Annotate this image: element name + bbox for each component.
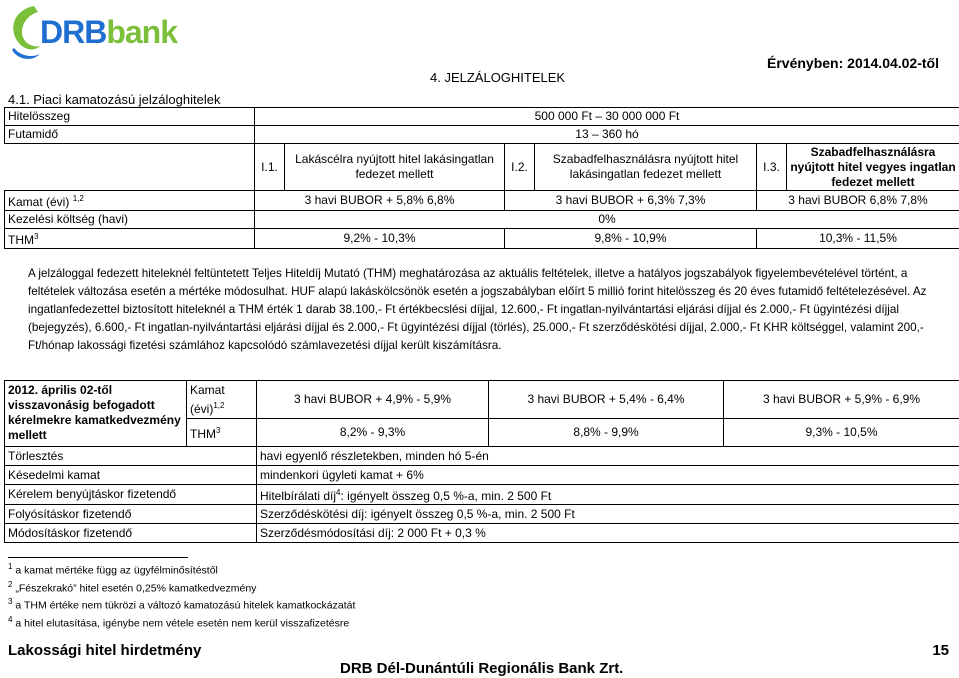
rate-row — [5, 191, 959, 211]
amount-value: 500 000 Ft – 30 000 000 Ft — [255, 108, 959, 126]
rate-sup: 1,2 — [72, 194, 84, 203]
rates-table — [4, 107, 959, 249]
term-label: Futamidő — [5, 126, 255, 144]
rate-p2: 3 havi BUBOR + 6,3% 7,3% — [505, 191, 757, 211]
product2-name: Szabadfelhasználásra nyújtott hitel lakásingatlan fedezet mellett — [535, 144, 757, 191]
rate-label: Kamat (évi) — [8, 195, 70, 209]
discount-thm-p3: 9,3% - 10,5% — [724, 419, 959, 447]
footnote — [8, 613, 355, 631]
condition-label: Törlesztés — [5, 447, 257, 466]
footnote-text: a hitel elutasítása, igénybe nem vétele esetén nem kerül visszafizetésre — [15, 617, 350, 629]
condition-value: havi egyenlő részletekben, minden hó 5-én — [257, 447, 959, 466]
logo-drb-text: DRB — [40, 14, 107, 50]
fee-value: 0% — [255, 211, 959, 229]
valid-from: Érvényben: 2014.04.02-től — [767, 55, 939, 71]
thm-row — [5, 229, 959, 249]
thm-p3: 10,3% - 11,5% — [757, 229, 959, 249]
condition-value: Szerződéskötési díj: igényelt összeg 0,5 %-a, min. 2 500 Ft — [257, 505, 959, 524]
condition-row — [5, 505, 959, 524]
condition-label: Módosításkor fizetendő — [5, 524, 257, 543]
product1-name: Lakáscélra nyújtott hitel lakásingatlan fedezet mellett — [285, 144, 505, 191]
footnote — [8, 578, 355, 596]
chapter-title: 4. JELZÁLOGHITELEK — [430, 70, 566, 85]
term-value: 13 – 360 hó — [255, 126, 959, 144]
products-row — [5, 144, 959, 191]
footnote-number: 2 — [8, 579, 13, 589]
product3-name: Szabadfelhasználásra nyújtott hitel vegyes ingatlan fedezet mellett — [787, 144, 959, 191]
fee-label: Kezelési költség (havi) — [5, 211, 255, 229]
page-number: 15 — [932, 642, 949, 659]
footnote-text: a kamat mértéke függ az ügyfélminősítéstől — [15, 564, 218, 577]
section-title: 4.1. Piaci kamatozású jelzáloghitelek — [8, 92, 221, 107]
condition-row — [5, 447, 959, 466]
fee-row — [5, 211, 959, 229]
discount-thm-p2: 8,8% - 9,9% — [489, 419, 724, 447]
discount-table — [4, 380, 959, 543]
discount-thm-label: THM — [190, 427, 216, 441]
thm-explanation: A jelzáloggal fedezett hiteleknél feltüntetett Teljes Hiteldíj Mutató (THM) meghatározása az aktuális feltételek, illetve a hatályos jogszabályok figyelembevételével történt, a feltételek változása esetén a mértéke módosulhat. HUF alapú lakáskölcsönök esetén a jogszabályban előírt 5 millió forint hitelösszeg és 20 éves futamidő feltételezésével. Az ingatlanfedezettel biztosított hiteleknél a THM érték 1 darab 38.100,- Ft értékbecslési díjjal, 12.600,- Ft ingatlan-nyilvántartási eljárási díjjal és 2.000,- Ft ügyintézési díjjal (bejegyzés), 6.600,- Ft ingatlan-nyilvántartási eljárási díjjal és 2.000,- Ft ügyintézési díjjal (törlés), 25.000,- Ft szerződéskötési díjjal, 2.000,- Ft KHR költséggel, valamint 200,- Ft/hónap lakossági fizetési számlához kapcsolódó számlavezetési díjjal került kiszámításra. — [28, 267, 927, 352]
condition-label: Folyósításkor fizetendő — [5, 505, 257, 524]
footer-title: Lakossági hitel hirdetmény — [8, 642, 202, 659]
amount-row — [5, 108, 959, 126]
discount-rate-row — [5, 381, 959, 419]
discount-rate-label-cell — [187, 381, 257, 419]
thm-p2: 9,8% - 10,9% — [505, 229, 757, 249]
discount-rate-label: Kamat (évi) — [190, 382, 225, 416]
product2-code: I.2. — [505, 144, 535, 191]
product3-code: I.3. — [757, 144, 787, 191]
thm-label: THM — [8, 233, 34, 247]
condition-row — [5, 485, 959, 505]
discount-rate-p1: 3 havi BUBOR + 4,9% - 5,9% — [257, 381, 489, 419]
discount-rate-p3: 3 havi BUBOR + 5,9% - 6,9% — [724, 381, 959, 419]
condition-sup: 4 — [336, 488, 341, 497]
discount-thm-p1: 8,2% - 9,3% — [257, 419, 489, 447]
condition-value: mindenkori ügyleti kamat + 6% — [257, 466, 959, 485]
rate-label-cell — [5, 191, 255, 211]
term-row — [5, 126, 959, 144]
condition-value-rest: : igényelt összeg 0,5 %-a, min. 2 500 Ft — [340, 489, 552, 503]
condition-value-cell — [257, 485, 959, 505]
thm-label-cell — [5, 229, 255, 249]
product1-code: I.1. — [255, 144, 285, 191]
footer-bank-name: DRB Dél-Dunántúli Regionális Bank Zrt. — [340, 660, 624, 677]
footnote-separator — [8, 557, 188, 558]
condition-row — [5, 524, 959, 543]
discount-thm-sup: 3 — [216, 426, 221, 435]
footnote-text: „Fészekrakó” hitel esetén 0,25% kamatkedvezmény — [15, 582, 257, 594]
discount-label: 2012. április 02-től visszavonásig befogadott kérelmekre kamatkedvezmény mellett — [5, 381, 187, 447]
footnote-number: 3 — [8, 597, 13, 606]
footnote — [8, 595, 355, 613]
footnote-number: 4 — [8, 614, 13, 624]
footnote-text: a THM értéke nem tükrözi a változó kamatozású hitelek kamatkockázatát — [15, 599, 356, 612]
discount-rate-p2: 3 havi BUBOR + 5,4% - 6,4% — [489, 381, 724, 419]
discount-rate-sup: 1,2 — [213, 400, 225, 410]
footnote — [8, 560, 355, 578]
thm-p1: 9,2% - 10,3% — [255, 229, 505, 249]
rate-p1: 3 havi BUBOR + 5,8% 6,8% — [255, 191, 505, 211]
condition-label: Kérelem benyújtáskor fizetendő — [5, 485, 257, 505]
thm-sup: 3 — [34, 232, 39, 241]
logo-bank-text: bank — [106, 14, 178, 50]
logo-swirl-icon — [4, 2, 44, 64]
footnote-number: 1 — [8, 562, 13, 571]
discount-thm-label-cell — [187, 419, 257, 447]
condition-value: Szerződésmódosítási díj: 2 000 Ft + 0,3 % — [257, 524, 959, 543]
condition-value: Hitelbírálati díj — [260, 489, 337, 503]
amount-label: Hitelösszeg — [5, 108, 255, 126]
products-blank — [5, 144, 255, 191]
rate-p3: 3 havi BUBOR 6,8% 7,8% — [757, 191, 959, 211]
condition-row — [5, 466, 959, 485]
footnotes — [8, 560, 355, 630]
condition-label: Késedelmi kamat — [5, 466, 257, 485]
logo-text — [40, 12, 177, 52]
